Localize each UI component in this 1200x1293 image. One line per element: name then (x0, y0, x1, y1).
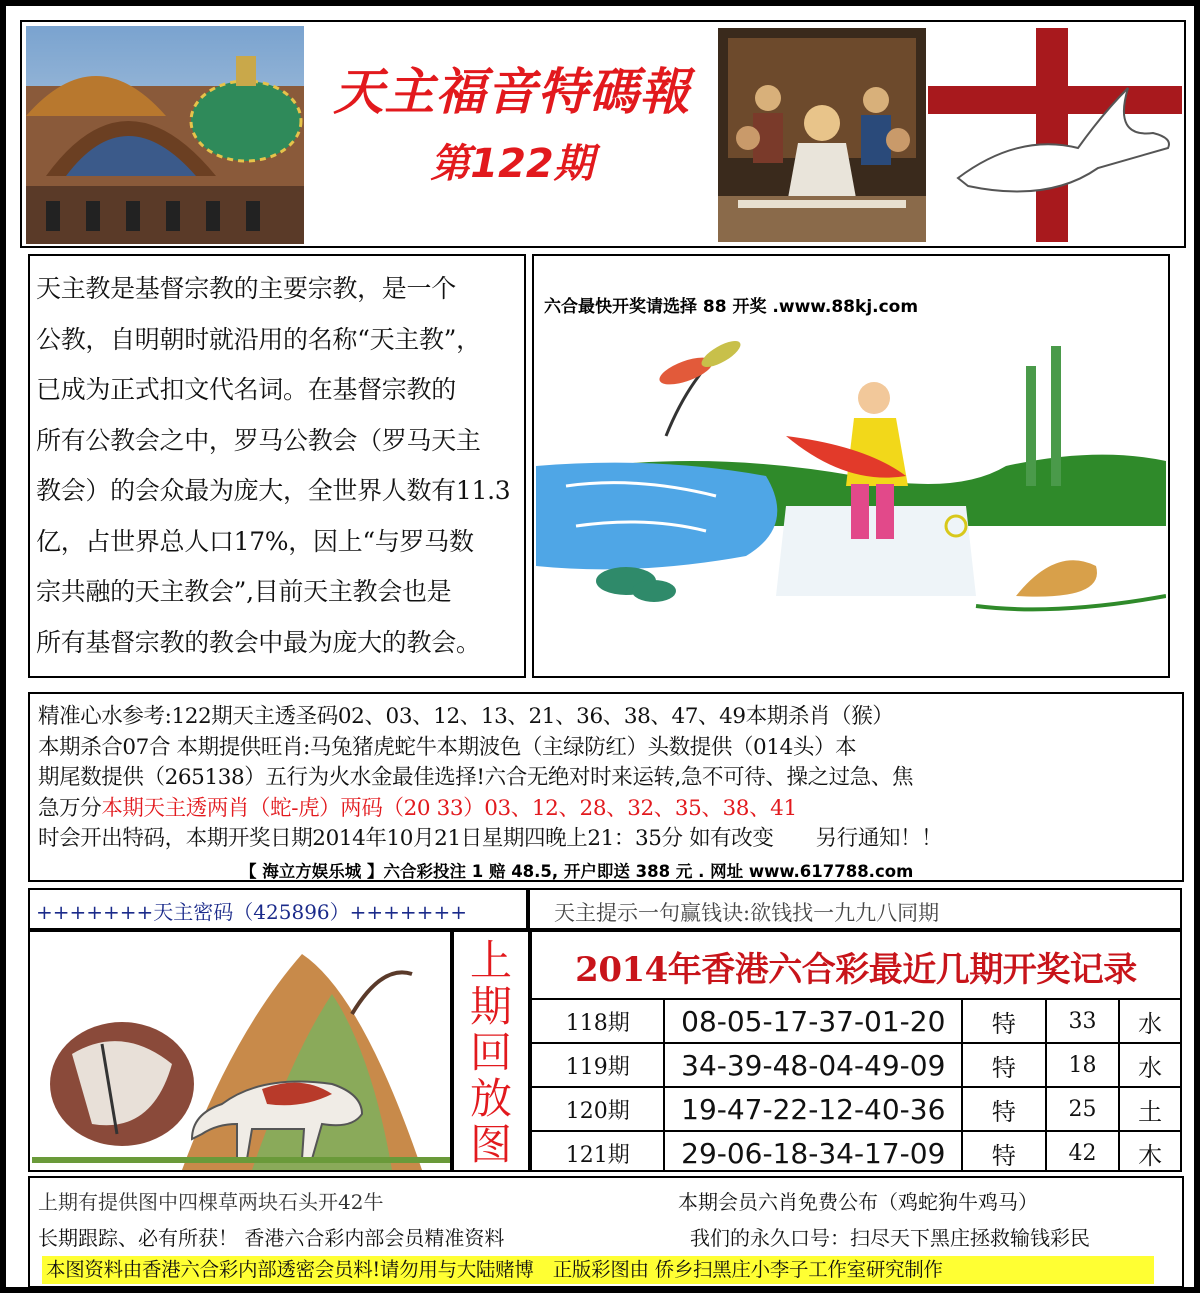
promo-link-88kj[interactable]: 六合最快开奖请选择 88 开奖 .www.88kj.com (544, 297, 919, 317)
featured-picks: 本期天主透两肖（蛇-虎）两码（20 33）03、12、28、32、35、38、41 (101, 795, 797, 821)
cross-dove-icon (928, 28, 1182, 242)
period-cell: 119期 (531, 1043, 664, 1087)
tips-box (28, 692, 1184, 882)
numbers-cell: 19-47-22-12-40-36 (664, 1087, 962, 1131)
element-cell: 木 (1119, 1131, 1181, 1172)
promo-link-617788[interactable]: 【 海立方娱乐城 】六合彩投注 1 赔 48.5, 开户即送 388 元 . 网址 www.617788.com (240, 862, 914, 881)
secret-code: +++++++天主密码（425896）+++++++ (36, 900, 467, 924)
numbers-cell: 08-05-17-37-01-20 (664, 999, 962, 1043)
special-number-cell: 18 (1046, 1043, 1120, 1087)
numbers-cell: 29-06-18-34-17-09 (664, 1131, 962, 1172)
special-label-cell: 特 (962, 1131, 1046, 1172)
special-number-cell: 33 (1046, 999, 1120, 1043)
footer-right-1: 本期会员六肖免费公布（鸡蛇狗牛鸡马） (678, 1190, 1038, 1214)
footer-box (28, 1176, 1184, 1288)
replay-label-box (452, 930, 530, 1172)
table-row (531, 1087, 1181, 1131)
replay-char: 放 (469, 1074, 512, 1123)
special-label-cell: 特 (962, 1087, 1046, 1131)
tips-line: 本期杀合07合 本期提供旺肖:马兔猪虎蛇牛本期波色（主绿防红）头数提供（014头）本 (38, 734, 857, 760)
hint-text: 天主提示一句赢钱诀:欲钱找一九九八同期 (554, 901, 940, 925)
footer-banner: 本图资料由香港六合彩内部透密会员料!请勿用与大陆赌博 正版彩图由 侨乡扫黑庄小李子工作室研究制作 (42, 1256, 1154, 1284)
article-line: 所有基督宗教的教会中最为庞大的教会。 (36, 627, 481, 657)
article-line: 已成为正式扣文代名词。在基督宗教的 (36, 375, 456, 404)
article-line: 所有公教会之中，罗马公教会（罗马天主 (36, 425, 481, 455)
picture-box (532, 254, 1170, 678)
special-label-cell: 特 (962, 1043, 1046, 1087)
footer-right-2: 我们的永久口号：扫尽天下黑庄拯救输钱彩民 (690, 1226, 1090, 1250)
article-line: 宗共融的天主教会”,目前天主教会也是 (36, 577, 452, 606)
results-title: 2014年香港六合彩最近几期开奖记录 (575, 950, 1137, 990)
replay-char: 上 (469, 936, 512, 985)
period-cell: 121期 (531, 1131, 664, 1172)
replay-char: 图 (469, 1120, 512, 1169)
church-photo (26, 26, 304, 244)
replay-char: 回 (469, 1028, 512, 1077)
replay-label (454, 938, 528, 1168)
table-row (531, 1043, 1181, 1087)
results-box (530, 930, 1182, 1172)
element-cell: 土 (1119, 1087, 1181, 1131)
hint-box (528, 888, 1182, 930)
element-cell: 水 (1119, 1043, 1181, 1087)
tips-line-prefix: 急万分 (38, 795, 102, 821)
article-line: 公教，自明朝时就沿用的名称“天主教”， (36, 324, 481, 354)
footer-left-1: 上期有提供图中四棵草两块石头开42牛 (38, 1190, 384, 1214)
replay-picture-box (28, 930, 452, 1172)
period-cell: 120期 (531, 1087, 664, 1131)
donkey-rock-illustration (32, 934, 450, 1170)
footer-left-2: 长期跟踪、必有所获！ 香港六合彩内部会员精准资料 (38, 1226, 505, 1250)
paper-title: 天主福音特碼報 (333, 63, 691, 121)
tips-line (38, 794, 942, 825)
header-box (20, 20, 1186, 248)
secret-code-box (28, 888, 528, 930)
fisherman-illustration (536, 326, 1166, 676)
special-number-cell: 25 (1046, 1087, 1120, 1131)
element-cell: 水 (1119, 999, 1181, 1043)
article-line: 教会）的会众最为庞大，全世界人数有11.3 (36, 476, 511, 505)
tips-line: 时会开出特码，本期开奖日期2014年10月21日星期四晚上21：35分 如有改变 另行通知！！ (38, 826, 943, 851)
special-number-cell: 42 (1046, 1131, 1120, 1172)
tips-line: 期尾数提供（265138）五行为火水金最佳选择!六合无绝对时来运转,急不可待、操之过急、焦 (38, 765, 914, 790)
replay-char: 期 (469, 982, 512, 1031)
article-box (28, 254, 526, 678)
article-line: 天主教是基督宗教的主要宗教，是一个 (36, 274, 456, 303)
special-label-cell: 特 (962, 999, 1046, 1043)
table-row (531, 999, 1181, 1043)
period-cell: 118期 (531, 999, 664, 1043)
tips-line: 精准心水参考:122期天主透圣码02、03、12、13、21、36、38、47、49本期杀肖（猴） (38, 704, 894, 729)
issue-number: 第122期 (430, 141, 594, 187)
article-line: 亿，占世界总人口17%，因上“与罗马数 (36, 526, 474, 556)
results-table (530, 998, 1182, 1172)
last-supper-painting (718, 28, 926, 242)
table-row (531, 1131, 1181, 1172)
numbers-cell: 34-39-48-04-49-09 (664, 1043, 962, 1087)
